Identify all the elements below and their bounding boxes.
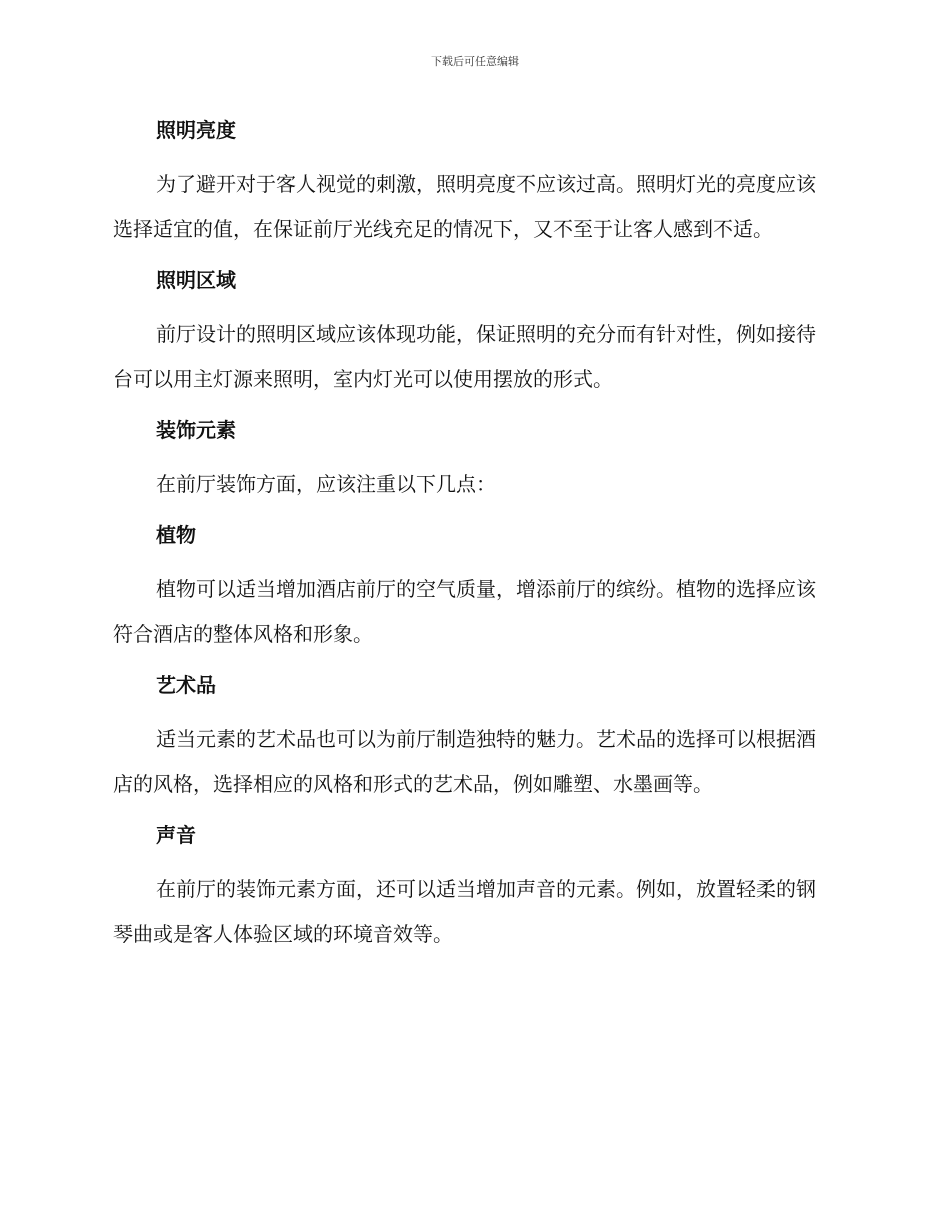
section-body-lighting-area: 前厅设计的照明区域应该体现功能，保证照明的充分而有针对性，例如接待台可以用主灯源来照明，室内灯光可以使用摆放的形式。 [113, 322, 816, 391]
section-heading-artwork: 艺术品 [156, 673, 216, 697]
section-heading-lighting-brightness: 照明亮度 [156, 118, 236, 142]
section-body-decor-elements: 在前厅装饰方面，应该注重以下几点： [156, 472, 496, 496]
section-body-sound: 在前厅的装饰元素方面，还可以适当增加声音的元素。例如，放置轻柔的钢琴曲或是客人体验区域的环境音效等。 [113, 877, 816, 946]
document-body [113, 112, 831, 957]
section-heading-decor-elements: 装饰元素 [156, 418, 236, 442]
section-body-plants: 植物可以适当增加酒店前厅的空气质量，增添前厅的缤纷。植物的选择应该符合酒店的整体风格和形象。 [113, 577, 816, 646]
section-body-lighting-brightness: 为了避开对于客人视觉的刺激，照明亮度不应该过高。照明灯光的亮度应该选择适宜的值，在保证前厅光线充足的情况下，又不至于让客人感到不适。 [113, 172, 816, 241]
page-header-note: 下载后可任意编辑 [431, 55, 519, 68]
section-heading-lighting-area: 照明区域 [156, 268, 236, 292]
section-heading-sound: 声音 [156, 823, 196, 847]
section-body-artwork: 适当元素的艺术品也可以为前厅制造独特的魅力。艺术品的选择可以根据酒店的风格，选择相应的风格和形式的艺术品，例如雕塑、水墨画等。 [113, 727, 816, 796]
section-heading-plants: 植物 [156, 523, 196, 547]
